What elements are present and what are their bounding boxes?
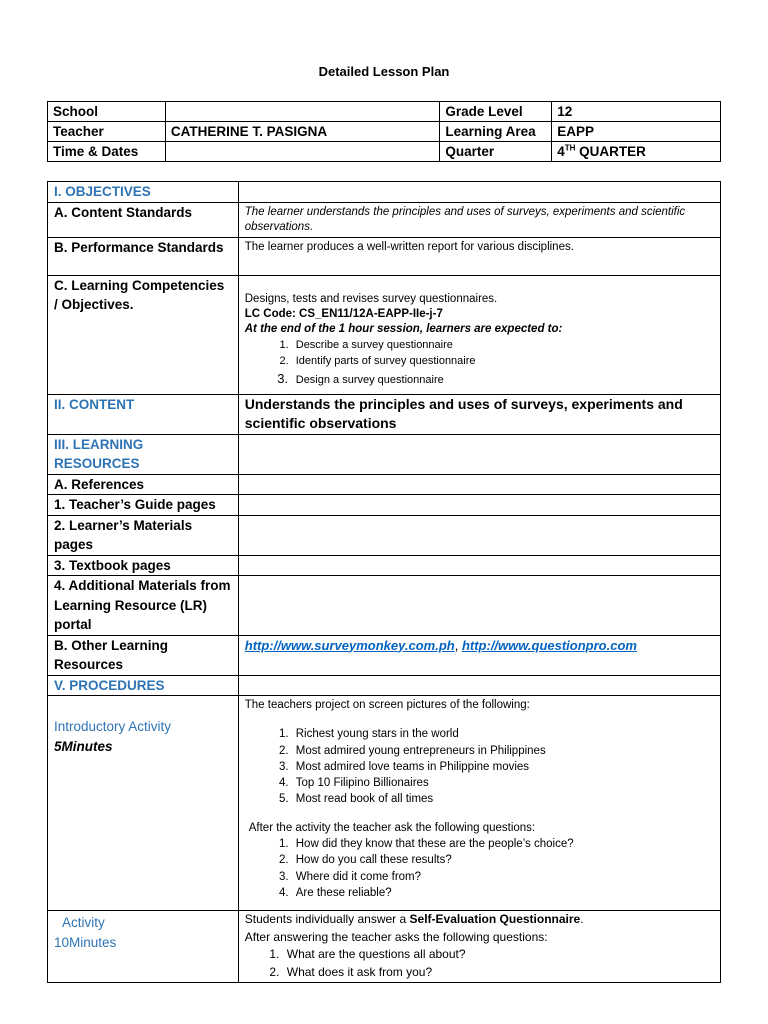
activity-label: Activity (62, 915, 105, 930)
activity-time: 10Minutes (54, 934, 117, 950)
row-textbook (48, 555, 721, 576)
header-row-teacher (48, 122, 721, 142)
row-content (48, 394, 721, 434)
school-label: School (48, 102, 166, 122)
content-standards-label: A. Content Standards (48, 202, 239, 237)
questionpro-link[interactable]: http://www.questionpro.com (461, 637, 637, 653)
intro-activity-cell (238, 696, 720, 911)
row-introductory-activity (48, 696, 721, 911)
list-item: 1. What are the questions all about? (283, 946, 714, 964)
header-row-time (48, 142, 721, 162)
list-item: 4. Are these reliable? (292, 885, 714, 901)
after-activity-list (245, 836, 714, 901)
row-additional-materials (48, 576, 721, 636)
performance-standards-label: B. Performance Standards (48, 237, 239, 275)
row-teachers-guide (48, 495, 721, 516)
activity-line-2: After answering the teacher asks the following questions: (244, 929, 548, 944)
teacher-value: CATHERINE T. PASIGNA (165, 122, 440, 142)
quarter-label: Quarter (440, 142, 552, 162)
learners-materials-label: 2. Learner’s Materials pages (48, 515, 239, 555)
additional-materials-label: 4. Additional Materials from Learning Resource (LR) portal (48, 576, 239, 636)
other-resources-links: http://www.surveymonkey.com.ph, http://www.questionpro.com (238, 635, 720, 675)
intro-list (245, 726, 714, 807)
list-item: 2. What does it ask from you? (283, 964, 714, 982)
learning-area-label: Learning Area (440, 122, 552, 142)
activity-cell (238, 911, 720, 983)
quarter-value (552, 142, 721, 162)
list-item: 4. Top 10 Filipino Billionaires (292, 775, 714, 791)
list-item: 2. Identify parts of survey questionnaire (292, 353, 714, 370)
procedures-heading: V. PROCEDURES (48, 675, 239, 696)
list-item: 1. Richest young stars in the world (292, 726, 714, 742)
content-text: Understands the principles and uses of surveys, experiments and scientific observations (238, 394, 720, 434)
list-item: 5. Most read book of all times (292, 791, 714, 807)
other-resources-label: B. Other Learning Resources (48, 635, 239, 675)
competency-line-3: At the end of the 1 hour session, learners are expected to: (244, 322, 563, 335)
intro-activity-time: 5Minutes (54, 738, 113, 754)
content-heading: II. CONTENT (48, 394, 239, 434)
lesson-plan-table (47, 181, 721, 983)
grade-level-label: Grade Level (440, 102, 552, 122)
row-objectives (48, 182, 721, 203)
learning-area-value: EAPP (552, 122, 721, 142)
list-item: 2. Most admired young entrepreneurs in Philippines (292, 743, 714, 759)
list-item: 2. How do you call these results? (292, 852, 714, 868)
list-item: 1. How did they know that these are the people’s choice? (292, 836, 714, 852)
activity-list (245, 946, 714, 981)
competencies-cell (238, 275, 720, 394)
school-value (165, 102, 440, 122)
after-activity-text: After the activity the teacher ask the following questions: (248, 821, 536, 834)
quarter-text: QUARTER (575, 144, 646, 159)
row-learners-materials (48, 515, 721, 555)
row-activity (48, 911, 721, 983)
time-dates-value (165, 142, 440, 162)
teachers-guide-label: 1. Teacher’s Guide pages (48, 495, 239, 516)
row-competencies (48, 275, 721, 394)
row-performance-standards (48, 237, 721, 275)
learning-resources-heading: III. LEARNING RESOURCES (48, 434, 239, 474)
header-row-school (48, 102, 721, 122)
competencies-label: C. Learning Competencies / Objectives. (48, 275, 239, 394)
quarter-superscript: TH (564, 143, 576, 153)
row-learning-resources (48, 434, 721, 474)
row-references (48, 474, 721, 495)
row-other-resources (48, 635, 721, 675)
intro-text: The teachers project on screen pictures of the following: (244, 699, 530, 711)
textbook-label: 3. Textbook pages (48, 555, 239, 576)
row-procedures (48, 675, 721, 696)
list-item: 1. Describe a survey questionnaire (292, 337, 714, 354)
teacher-label: Teacher (48, 122, 166, 142)
header-table (47, 101, 721, 162)
content-standards-text: The learner understands the principles and uses of surveys, experiments and scientific observations. (238, 202, 720, 237)
row-content-standards (48, 202, 721, 237)
list-item: 3. Most admired love teams in Philippine movies (292, 759, 714, 775)
intro-label-cell (48, 696, 239, 911)
self-evaluation-text: Self-Evaluation Questionnaire (409, 912, 581, 926)
performance-standards-text: The learner produces a well-written report for various disciplines. (238, 237, 720, 275)
grade-level-value: 12 (552, 102, 721, 122)
quarter-number: 4 (557, 144, 565, 159)
references-label: A. References (48, 474, 239, 495)
list-item: 3. Where did it come from? (292, 869, 714, 885)
surveymonkey-link[interactable]: http://www.surveymonkey.com.ph (244, 637, 455, 653)
competency-line-1: Designs, tests and revises survey questionnaires. (244, 292, 498, 305)
intro-activity-label: Introductory Activity (54, 719, 172, 734)
activity-label-cell (48, 911, 239, 983)
lc-code: LC Code: CS_EN11/12A-EAPP-IIe-j-7 (244, 307, 443, 320)
page-title: Detailed Lesson Plan (318, 64, 450, 79)
time-dates-label: Time & Dates (48, 142, 166, 162)
list-item: 3. Design a survey questionnaire (292, 370, 714, 389)
objectives-heading: I. OBJECTIVES (48, 182, 239, 203)
activity-line-1: Students individually answer a Self-Evaluation Questionnaire. (244, 912, 584, 926)
objectives-list (245, 337, 714, 389)
